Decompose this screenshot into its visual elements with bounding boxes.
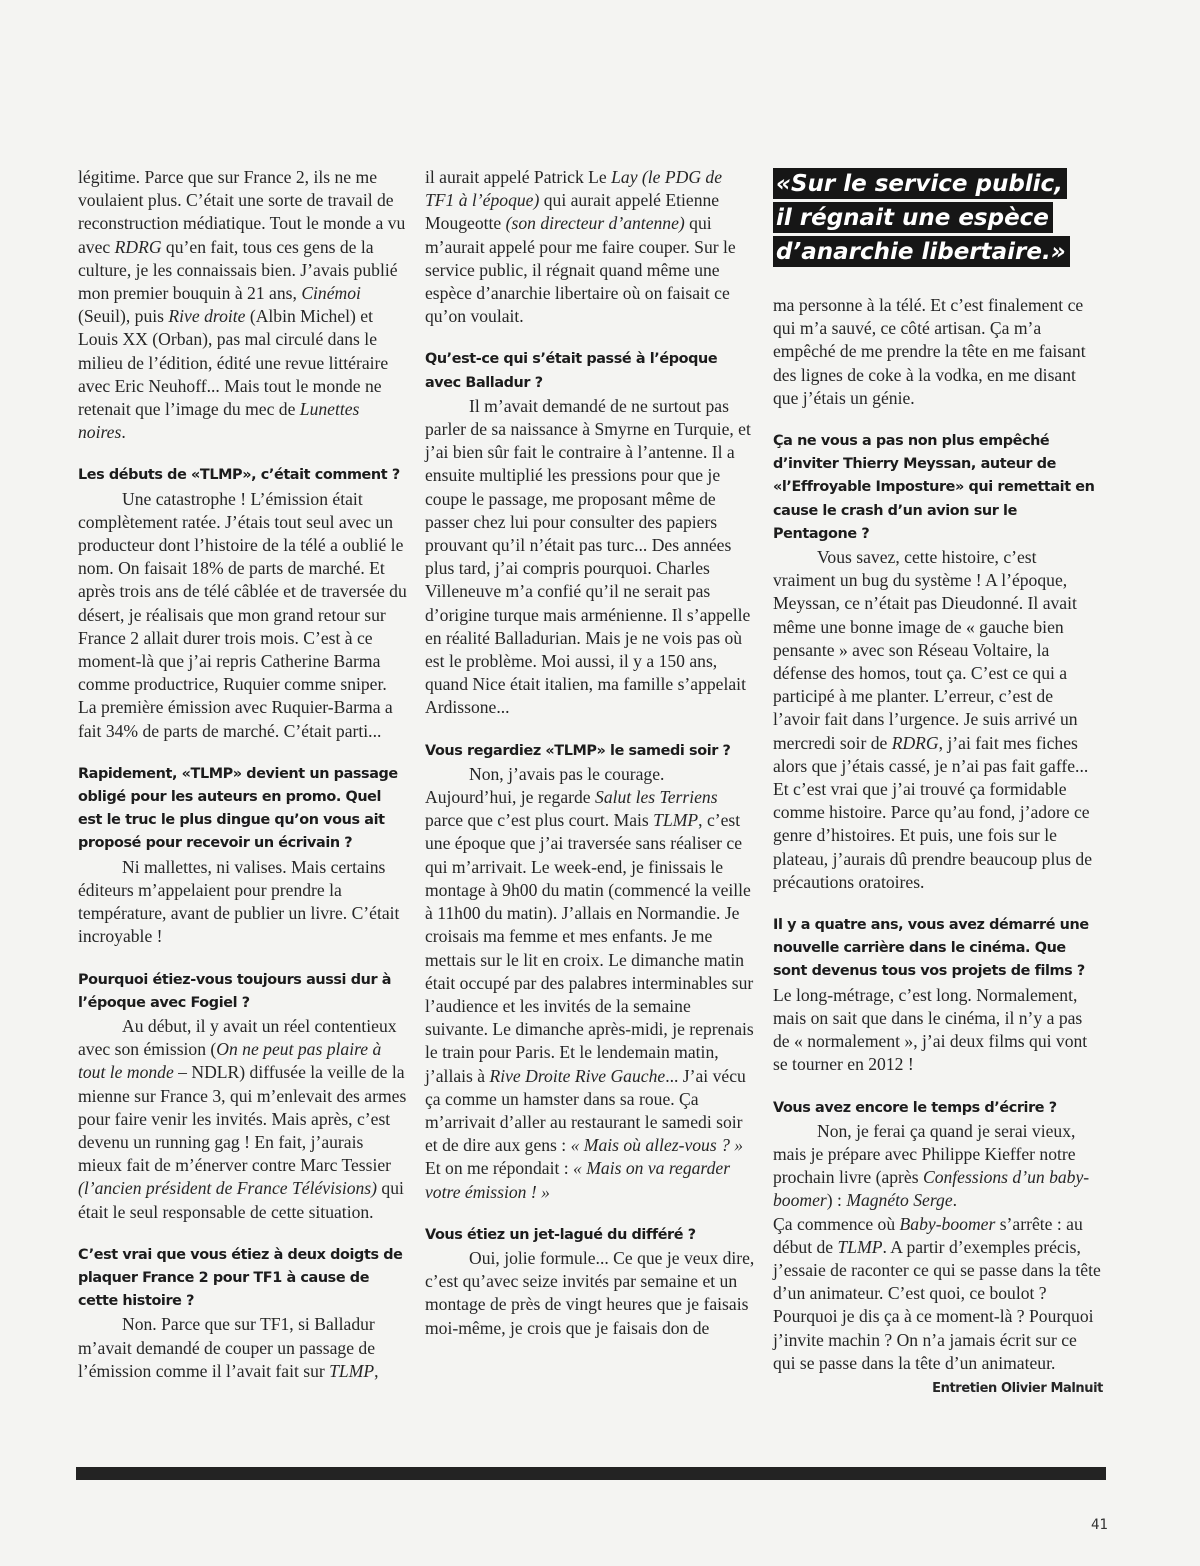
answer-paragraph bbox=[773, 1213, 1103, 1375]
interview-question: C’est vrai que vous étiez à deux doigts de plaquer France 2 pour TF1 à cause de cette histoire ? bbox=[78, 1246, 403, 1310]
italic-text: RDRG bbox=[891, 732, 939, 753]
body-text: qui aurait appelé Etienne Mougeotte bbox=[425, 190, 720, 234]
italic-text: Baby-boomer bbox=[899, 1213, 996, 1234]
interview-question: Il y a quatre ans, vous avez démarré une nouvelle carrière dans le cinéma. Que sont devenus tous vos projets de films ? bbox=[773, 917, 1089, 980]
body-text: Non. Parce que sur TF1, si Balladur m’avait demandé de couper un passage de l’émission comme il l’avait fait sur bbox=[78, 1314, 376, 1381]
italic-text: TLMP bbox=[837, 1236, 883, 1257]
interview-question: Vous regardiez «TLMP» le samedi soir ? bbox=[425, 742, 731, 759]
italic-text: TLMP bbox=[653, 810, 699, 831]
bottom-rule bbox=[76, 1467, 1106, 1480]
answer-paragraph bbox=[773, 984, 1103, 1077]
answer-paragraph bbox=[773, 294, 1103, 410]
italic-text: Rive droite bbox=[168, 306, 246, 327]
pull-quote bbox=[773, 168, 1108, 270]
pull-quote-line: «Sur le service public, bbox=[773, 168, 1067, 199]
body-text: . bbox=[121, 422, 126, 443]
interview-question: Les débuts de «TLMP», c’était comment ? bbox=[78, 467, 400, 484]
body-text: qui m’aurait appelé pour me faire couper. Sur le service public, il régnait quand même une espèce d’anarchie libertaire où on faisait ce qu’on voulait. bbox=[425, 213, 736, 327]
body-text: Non, je ferai ça quand je serai vieux, mais je prépare avec Philippe Kieffer notre prochain livre (après bbox=[773, 1120, 1076, 1188]
interview-question: Rapidement, «TLMP» devient un passage obligé pour les auteurs en promo. Quel est le truc le plus dingue qu’on vous ait proposé pour recevoir un écrivain ? bbox=[78, 765, 398, 852]
body-text: Oui, jolie formule... Ce que je veux dire, c’est qu’avec seize invités par semaine et un montage de près de vingt heures que je faisais moi-même, je crois que je faisais don de bbox=[425, 1247, 755, 1338]
body-text: Le long-métrage, c’est long. Normalement, mais on sait que dans le cinéma, il n’y a pas de « normalement », j’ai deux films qui vont se tourner en 2012 ! bbox=[773, 984, 1088, 1075]
body-text: ma personne à la télé. Et c’est finalement ce qui m’a sauvé, ce côté artisan. Ça m’a empêché de me prendre la tête en me faisant des lignes de coke à la vodka, en me disant que j’étais un génie. bbox=[773, 295, 1086, 408]
interview-question: Pourquoi étiez-vous toujours aussi dur à l’époque avec Fogiel ? bbox=[78, 971, 392, 1011]
italic-text: (l’ancien président de France Télévisions) bbox=[78, 1178, 378, 1199]
italic-text: Rive Droite Rive Gauche bbox=[489, 1065, 666, 1086]
italic-text: Cinémoi bbox=[301, 283, 361, 304]
article-column-2 bbox=[425, 166, 755, 1340]
body-text: ... J’ai vécu ça comme un hamster dans sa roue. Ça m’arrivait d’aller au restaurant le samedi soir et de dire aux gens : bbox=[425, 1065, 746, 1156]
body-text: Ça commence où bbox=[773, 1213, 900, 1234]
body-text: , c’est une époque que j’ai traversée sans réaliser ce qui m’arrivait. Le week-end, je finissais le montage à 9h00 du matin (commencé la veille à 11h00 du matin). J’allais en Normandie. Je croisais ma femme et mes enfants. Je me mettais sur le lit en croix. Le dimanche matin était occupé par des palabres interminables sur l’audience et les invités de la semaine suivante. Le dimanche après-midi, je reprenais le train pour Paris. Et le lendemain matin, j’allais à bbox=[425, 810, 754, 1086]
page-number: 41 bbox=[1091, 1517, 1108, 1533]
italic-text: (son directeur d’antenne) bbox=[505, 213, 685, 234]
body-text: – NDLR) diffusée la veille de la mienne sur France 3, qui m’enlevait des armes pour faire venir les invités. Mais après, c’est devenu un running gag ! En fait, j’aurais mieux fait de m’énerver contre Marc Tessier bbox=[78, 1062, 407, 1176]
italic-text: RDRG bbox=[114, 236, 162, 257]
italic-text: Lay (le PDG de TF1 à l’époque) bbox=[425, 167, 723, 211]
italic-text: On ne peut pas plaire à tout le monde bbox=[78, 1039, 382, 1083]
pull-quote-line: il régnait une espèce bbox=[773, 202, 1053, 233]
italic-text: TLMP bbox=[329, 1360, 375, 1381]
body-text: , j’ai fait mes fiches alors que j’étais cassé, je n’ai pas fait gaffe... Et c’est vrai que j’ai trouvé ça formidable comme histoire. Parce qu’au fond, j’adore ce genre d’histoires. Et puis, une fois sur le plateau, j’aurais dû prendre beaucoup plus de précautions oratoires. bbox=[773, 732, 1093, 892]
column-3-body bbox=[773, 294, 1103, 1375]
pull-quote-line: d’anarchie libertaire.» bbox=[773, 236, 1070, 267]
italic-text: « Mais on va regarder votre émission ! » bbox=[425, 1158, 731, 1202]
italic-text: Salut les Terriens bbox=[595, 787, 718, 808]
body-text: (Seuil), puis bbox=[78, 306, 169, 327]
article-column-1 bbox=[78, 166, 408, 1383]
body-text: Vous savez, cette histoire, c’est vraiment un bug du système ! A l’époque, Meyssan, ce n’était pas Dieudonné. Il avait même une bonne image de « gauche bien pensante » avec son Réseau Voltaire, la défense des homos, tout ça. C’est ce qui a participé à me planter. L’erreur, c’est de l’avoir fait dans l’urgence. Je suis arrivé un mercredi soir de bbox=[773, 547, 1078, 753]
body-text: ) : bbox=[826, 1190, 847, 1211]
body-text: (Albin Michel) et Louis XX (Orban), pas mal circulé dans le milieu de l’édition, édité une revue littéraire avec Eric Neuhoff... Mais tout le monde ne retenait que l’image du mec de bbox=[78, 306, 389, 420]
body-text: qui était le seul responsable de cette situation. bbox=[78, 1178, 404, 1222]
answer-paragraph bbox=[773, 1120, 1103, 1213]
answer-paragraph bbox=[425, 763, 755, 1204]
article-column-3 bbox=[773, 294, 1103, 1400]
italic-text: Confessions d’un baby-boomer bbox=[773, 1167, 1090, 1211]
body-text: Ni mallettes, ni valises. Mais certains éditeurs m’appelaient pour prendre la température, avant de publier un livre. C’était incroyable ! bbox=[78, 856, 400, 947]
italic-text: Lunettes noires bbox=[78, 399, 360, 443]
body-text: . A partir d’exemples précis, j’essaie de raconter ce qui se passe dans la tête d’un animateur. C’est quoi, ce boulot ? Pourquoi je dis ça à ce moment-là ? Pourquoi j’invite machin ? On n’a jamais écrit sur ce qui se passe dans la tête d’un animateur. bbox=[773, 1236, 1101, 1373]
body-text: il aurait appelé Patrick Le bbox=[425, 167, 612, 187]
body-text: s’arrête : au début de bbox=[773, 1213, 1083, 1257]
answer-paragraph bbox=[78, 166, 408, 444]
body-text: Il m’avait demandé de ne surtout pas parler de sa naissance à Smyrne en Turquie, et j’ai bien sûr fait le contraire à l’antenne. Il a ensuite multiplié les pressions pour que je coupe le passage, me proposant même de passer chez lui pour consulter des papiers prouvant qu’il n’était pas turc... Des années plus tard, j’ai compris pourquoi. Charles Villeneuve m’a confié qu’il ne serait pas d’origine turque mais arménienne. Il s’appelle en réalité Balladurian. Mais je ne vois pas où est le problème. Moi aussi, il y a 150 ans, quand Nice était italien, ma famille s’appelait Ardissone... bbox=[425, 395, 751, 718]
body-text: . bbox=[952, 1190, 958, 1211]
body-text: Au début, il y avait un réel contentieux avec son émission ( bbox=[78, 1015, 397, 1060]
body-text: légitime. Parce que sur France 2, ils ne me voulaient plus. C’était une sorte de travail de reconstruction médiatique. Tout le monde a vu avec bbox=[78, 167, 406, 257]
italic-text: « Mais où allez-vous ? » bbox=[570, 1135, 744, 1156]
answer-paragraph bbox=[425, 395, 755, 720]
body-text: Non, j’avais pas le courage. Aujourd’hui, je regarde bbox=[425, 763, 665, 808]
body-text: qu’en fait, tous ces gens de la culture, je les connaissais bien. J’avais publié mon premier bouquin à 21 ans, bbox=[78, 236, 398, 304]
answer-paragraph bbox=[425, 1247, 755, 1340]
italic-text: Magnéto Serge bbox=[846, 1190, 953, 1211]
interview-question: Vous avez encore le temps d’écrire ? bbox=[773, 1099, 1057, 1116]
interview-question: Ça ne vous a pas non plus empêché d’inviter Thierry Meyssan, auteur de «l’Effroyable Imposture» qui remettait en cause le crash d’un avion sur le Pentagone ? bbox=[773, 433, 1095, 542]
answer-paragraph bbox=[78, 1313, 408, 1383]
body-text: Une catastrophe ! L’émission était complètement ratée. J’étais tout seul avec un producteur dont l’histoire de la télé a oublié le nom. On faisait 18% de parts de marché. Et après trois ans de télé câblée et de traversée du désert, je réalisais que mon grand retour sur France 2 allait durer trois mois. C’est à ce moment-là que j’ai repris Catherine Barma comme productrice, Ruquier comme sniper. La première émission avec Ruquier-Barma a fait 34% de parts de marché. C’était parti... bbox=[78, 488, 407, 741]
answer-paragraph bbox=[78, 488, 408, 743]
body-text: parce que c’est plus court. Mais bbox=[425, 810, 654, 831]
interview-question: Vous étiez un jet-lagué du différé ? bbox=[425, 1226, 696, 1243]
body-text: Et on me répondait : bbox=[425, 1158, 574, 1179]
answer-paragraph bbox=[78, 856, 408, 949]
body-text: , bbox=[374, 1360, 379, 1381]
interview-question: Qu’est-ce qui s’était passé à l’époque avec Balladur ? bbox=[425, 351, 718, 391]
answer-paragraph bbox=[425, 166, 755, 328]
answer-paragraph bbox=[78, 1015, 408, 1224]
answer-paragraph bbox=[773, 546, 1103, 894]
author-signature: Entretien Olivier Malnuit bbox=[932, 1380, 1103, 1396]
